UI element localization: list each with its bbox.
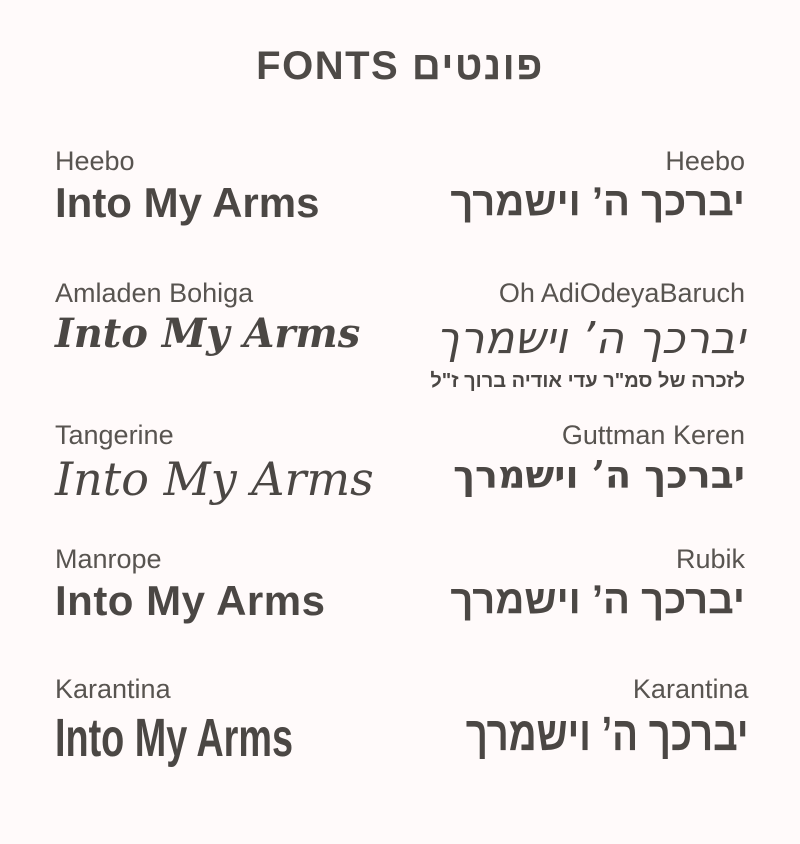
font-name-label: Tangerine [55, 419, 174, 450]
font-sample-amladen-english [55, 277, 360, 357]
font-sample-row-karantina [55, 673, 749, 769]
font-sample-row-sans [55, 543, 745, 625]
font-sample-text: Into My Arms [55, 178, 320, 226]
font-sample-adiodeya-hebrew [430, 277, 745, 393]
font-sample-heebo-hebrew [450, 145, 745, 225]
font-sample-text: יברכך ה’ וישמרך [450, 578, 745, 623]
font-sample-text: יברכך ה’ וישמרך [465, 708, 749, 762]
memorial-caption: לזכרה של סמ"ר עדי אודיה ברוך ז"ל [430, 369, 745, 392]
font-rows [0, 145, 800, 769]
font-name-label: Manrope [55, 544, 162, 575]
font-showcase-page [0, 44, 800, 844]
font-name-label: Heebo [55, 146, 135, 176]
font-sample-text: Into My Arms [55, 309, 361, 357]
font-sample-text: יברכך ה’ וישמרך [453, 451, 745, 497]
font-name-label: Karantina [632, 674, 749, 705]
font-sample-row-heebo [55, 145, 745, 227]
font-sample-text: Into My Arms [55, 577, 326, 625]
font-name-label: Oh AdiOdeyaBaruch [498, 278, 745, 309]
font-sample-heebo-english [55, 145, 319, 227]
font-sample-karantina-hebrew [395, 673, 748, 762]
font-sample-karantina-english [55, 673, 395, 769]
font-sample-guttman-hebrew [453, 419, 745, 496]
font-name-label: Heebo [665, 146, 745, 176]
font-sample-text: Into My Arms [55, 451, 374, 506]
font-sample-text: יברכך ה’ וישמרך [435, 312, 745, 364]
font-sample-rubik-hebrew [450, 543, 745, 623]
font-sample-row-script [55, 277, 745, 393]
font-sample-row-calligraphic [55, 419, 745, 506]
font-name-label: Karantina [55, 674, 171, 705]
font-sample-manrope-english [55, 543, 325, 625]
font-sample-text: Into My Arms [55, 708, 294, 769]
font-sample-tangerine-english [55, 419, 374, 506]
page-title: FONTS פונטים [256, 44, 544, 88]
font-sample-text: יברכך ה’ וישמרך [450, 179, 745, 224]
font-name-label: Guttman Keren [561, 419, 745, 450]
font-name-label: Amladen Bohiga [55, 278, 254, 309]
font-name-label: Rubik [675, 544, 745, 575]
